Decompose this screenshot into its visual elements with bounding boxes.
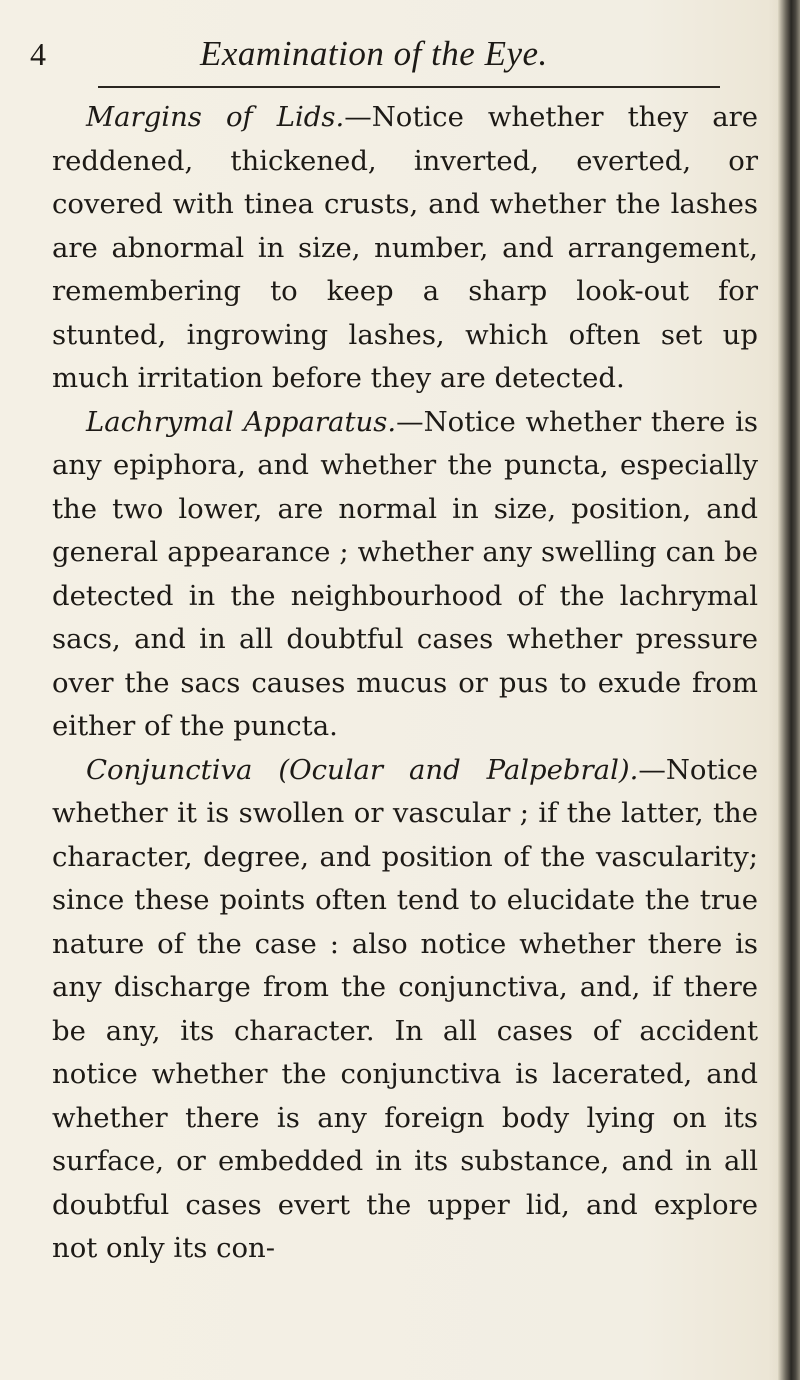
paragraph-lachrymal-apparatus (52, 401, 758, 749)
page-number: 4 (30, 36, 46, 72)
paragraph-heading: Margins of Lids. (86, 101, 345, 133)
page-header (30, 28, 750, 88)
paragraph-heading: Lachrymal Apparatus. (86, 405, 397, 438)
body-text (52, 96, 758, 1271)
paragraph-text: —Notice whether there is any epiphora, and whether the puncta, especially the two lower, are normal in size, position, and general appearance ; whether any swelling can be detected in the neighbourhood of the lachrymal sacs, and in all doubtful cases whether pressure over the sacs causes mucus or pus to exude from either of the puncta. (52, 405, 758, 742)
running-title: Examination of the Eye. (200, 34, 548, 73)
book-binding-edge (778, 0, 800, 1380)
header-rule (98, 86, 720, 88)
paragraph-margins-of-lids (52, 96, 758, 401)
paragraph-text: —Notice whether they are reddened, thickened, inverted, everted, or covered with tinea crusts, and whether the lashes are abnormal in size, number, and arrangement, remembering to keep a sharp look-out for stunted, ingrowing lashes, which often set up much irritation before they are detected. (52, 101, 759, 394)
paragraph-text: —Notice whether it is swollen or vascular ; if the latter, the character, degree, and position of the vascularity; since these points often tend to elucidate the true nature of the case : also notice whether there is any discharge from the conjunctiva, and, if there be any, its character. In all cases of accident notice whether the conjunctiva is lacerated, and whether there is any foreign body lying on its surface, or embedded in its substance, and in all doubtful cases evert the upper lid, and explore not only its con- (52, 753, 758, 1264)
paragraph-heading: Conjunctiva (Ocular and Palpebral). (86, 753, 639, 786)
paragraph-conjunctiva (52, 749, 758, 1271)
